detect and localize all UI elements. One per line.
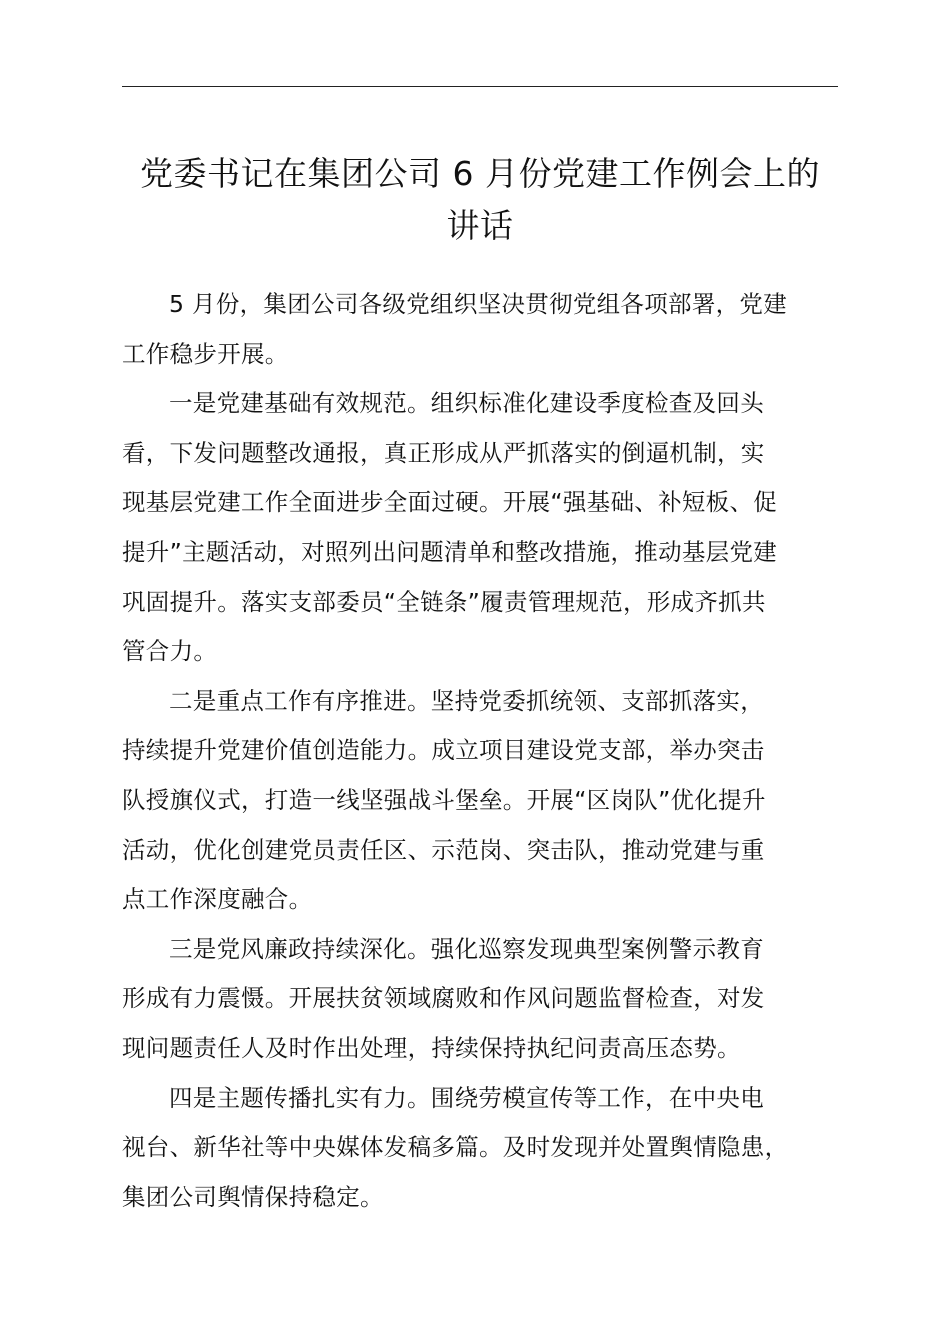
text-line: 工作稳步开展。 [122,339,289,368]
document-body [122,280,862,1222]
paragraph-integrity [122,925,862,1074]
text-line: 一是党建基础有效规范。组织标准化建设季度检查及回头 [169,389,764,418]
text-line: 现问题责任人及时作出处理，持续保持执纪问责高压态势。 [122,1033,741,1062]
text-line: 5 月份，集团公司各级党组织坚决贯彻党组各项部署，党建 [169,290,788,318]
text-line: 活动，优化创建党员责任区、示范岗、突击队，推动党建与重 [122,835,765,864]
title-line-1: 党委书记在集团公司 6 月份党建工作例会上的 [140,154,820,193]
paragraph-party-foundation [122,379,862,677]
text-line: 管合力。 [122,637,218,666]
text-line: 视台、新华社等中央媒体发稿多篇。及时发现并处置舆情隐患， [122,1133,789,1162]
text-line: 现基层党建工作全面进步全面过硬。开展“强基础、补短板、促 [122,488,778,517]
paragraph-publicity [122,1074,862,1223]
text-line: 提升”主题活动，对照列出问题清单和整改措施，推动基层党建 [122,537,778,566]
paragraph-key-work [122,677,862,925]
text-line: 持续提升党建价值创造能力。成立项目建设党支部，举办突击 [122,736,765,765]
text-line: 二是重点工作有序推进。坚持党委抓统领、支部抓落实， [169,686,764,715]
document-title [110,148,850,252]
paragraph-intro [122,280,862,379]
text-line: 三是党风廉政持续深化。强化巡察发现典型案例警示教育 [169,934,764,963]
text-line: 队授旗仪式，打造一线坚强战斗堡垒。开展“区岗队”优化提升 [122,785,766,814]
text-line: 集团公司舆情保持稳定。 [122,1182,384,1211]
text-line: 点工作深度融合。 [122,885,313,914]
text-line: 四是主题传播扎实有力。围绕劳模宣传等工作，在中央电 [169,1083,764,1112]
text-line: 看，下发问题整改通报，真正形成从严抓落实的倒逼机制，实 [122,438,765,467]
text-line: 巩固提升。落实支部委员“全链条”履责管理规范，形成齐抓共 [122,587,766,616]
header-rule [122,86,838,87]
title-line-2: 讲话 [446,206,514,245]
text-line: 形成有力震慑。开展扶贫领域腐败和作风问题监督检查，对发 [122,984,765,1013]
